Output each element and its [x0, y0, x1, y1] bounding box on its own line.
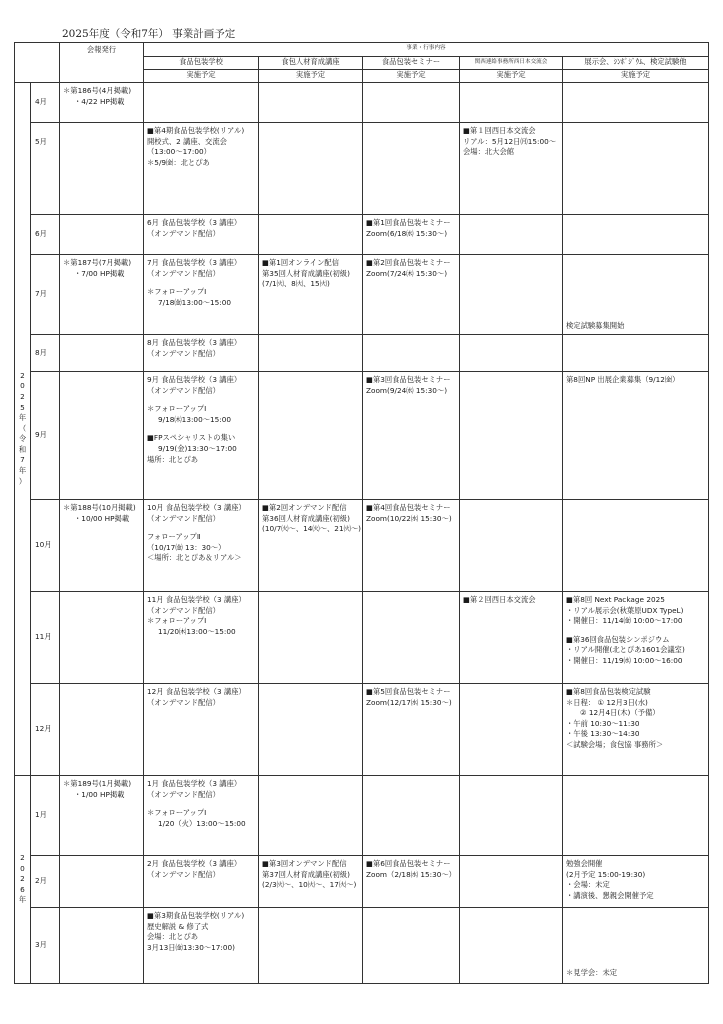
cell-seminar	[363, 335, 460, 372]
cell-school	[144, 255, 259, 335]
cell-line: ・リアル開催(北とぴあ1601会議室)	[566, 645, 685, 655]
cell-other	[563, 335, 709, 372]
month-label: 8月	[31, 335, 60, 372]
cell-line: ■第2回オンデマンド配信	[262, 503, 347, 512]
header-jigyou: 事業・行事内容	[144, 43, 709, 57]
cell-other	[563, 255, 709, 335]
cell-line: ■第8回 Next Package 2025	[566, 595, 665, 604]
cell-school	[144, 83, 259, 123]
cell-line: ・1/00 HP掲載	[74, 789, 125, 799]
cell-other	[563, 83, 709, 123]
cell-other	[563, 684, 709, 776]
cell-line: 7/18㈮13:00～15:00	[158, 297, 232, 307]
cell-line: ・7/00 HP掲載	[74, 268, 125, 278]
cell-school	[144, 908, 259, 984]
header-col-seminar: 食品包装セミナー	[363, 57, 460, 70]
cell-line: 12月 食品包装学校（3 講座）	[147, 687, 246, 696]
year-char: 令	[18, 434, 27, 444]
year-label-2026	[15, 776, 31, 984]
cell-line: （オンデマンド配信）	[147, 268, 220, 278]
cell-kansai	[460, 123, 563, 215]
cell-other	[563, 372, 709, 500]
cell-line: 8月 食品包装学校（3 講座）	[147, 338, 242, 347]
cell-jinzai	[259, 908, 363, 984]
year-label-2025	[15, 83, 31, 776]
cell-line: 7月 食品包装学校（3 講座）	[147, 258, 242, 267]
cell-line: ・午前 10:30～11:30	[566, 718, 640, 728]
cell-seminar	[363, 856, 460, 908]
cell-line: ■第3回食品包装セミナー	[366, 375, 451, 384]
cell-seminar	[363, 83, 460, 123]
cell-kansai	[460, 372, 563, 500]
cell-line: 場所：北とぴあ	[147, 454, 199, 464]
spacer	[147, 800, 256, 808]
cell-line: （オンデマンド配信）	[147, 605, 220, 615]
cell-line: 9月 食品包装学校（3 講座）	[147, 375, 242, 384]
cell-other	[563, 215, 709, 255]
month-label: 11月	[31, 592, 60, 684]
year-char: 0	[20, 863, 25, 873]
cell-jinzai	[259, 255, 363, 335]
cell-line: ・4/22 HP掲載	[74, 96, 125, 106]
cell-line: ＊日程： ① 12月3日(水)	[566, 697, 648, 707]
cell-kansai	[460, 255, 563, 335]
cell-line: ■第1回食品包装セミナー	[366, 218, 451, 227]
cell-other	[563, 592, 709, 684]
year-char: 年	[18, 895, 27, 905]
year-char: （	[18, 423, 27, 433]
cell-kaihou	[60, 255, 144, 335]
cell-seminar	[363, 592, 460, 684]
month-label: 4月	[31, 83, 60, 123]
cell-seminar	[363, 908, 460, 984]
cell-jinzai	[259, 83, 363, 123]
header-col-jinzai: 食包人材育成講座	[259, 57, 363, 70]
cell-line: ■第１回西日本交流会	[463, 126, 536, 135]
cell-line: ＊5/9㈮：北とぴあ	[147, 157, 210, 167]
cell-seminar	[363, 255, 460, 335]
cell-line: 検定試験募集開始	[566, 321, 625, 330]
cell-kaihou	[60, 908, 144, 984]
table-row	[15, 215, 709, 255]
cell-line: ・リアル展示会(秋葉原UDX TypeL)	[566, 605, 684, 615]
cell-line: 第8回NP 出展企業募集（9/12㈮）	[566, 375, 680, 384]
table-row	[15, 500, 709, 592]
cell-line: （13:00～17:00）	[147, 147, 211, 157]
year-char: 年	[18, 466, 27, 476]
cell-line: ＊フォローアップⅠ	[147, 404, 207, 414]
cell-kaihou	[60, 776, 144, 856]
month-label: 5月	[31, 123, 60, 215]
cell-line: 11/20㈭13:00～15:00	[158, 626, 236, 636]
cell-line: 勉強会開催	[566, 859, 603, 868]
spacer	[147, 396, 256, 404]
cell-line: （オンデマンド配信）	[147, 348, 220, 358]
cell-seminar	[363, 500, 460, 592]
cell-other	[563, 856, 709, 908]
cell-line: 11月 食品包装学校（3 講座）	[147, 595, 246, 604]
cell-line: 3月13日㈮13:30～17:00)	[147, 942, 236, 952]
cell-line: ＊フォローアップⅠ	[147, 808, 207, 818]
cell-line: 10月 食品包装学校（3 講座）	[147, 503, 246, 512]
cell-kansai	[460, 335, 563, 372]
cell-line: 9/18㈭13:00～15:00	[158, 414, 232, 424]
cell-line: 第35回人材育成講座(初級)	[262, 268, 350, 278]
table-row	[15, 592, 709, 684]
header-sub: 実施予定	[144, 70, 259, 83]
cell-line: ■第6回食品包装セミナー	[366, 859, 451, 868]
cell-line: 1月 食品包装学校（3 講座）	[147, 779, 242, 788]
cell-kansai	[460, 592, 563, 684]
cell-line: ■第36回食品包装シンポジウム	[566, 634, 670, 644]
cell-line: 会場：北とぴあ	[147, 932, 199, 942]
cell-line: ・会場：未定	[566, 880, 610, 890]
cell-kaihou	[60, 856, 144, 908]
cell-line: （オンデマンド配信）	[147, 385, 220, 395]
cell-seminar	[363, 776, 460, 856]
cell-line: ・10/00 HP掲載	[74, 513, 130, 523]
year-char: 2	[20, 853, 25, 863]
year-char: 0	[20, 381, 25, 391]
cell-kansai	[460, 684, 563, 776]
cell-kaihou	[60, 123, 144, 215]
cell-kaihou	[60, 335, 144, 372]
cell-line: Zoom(6/18㈬ 15:30～)	[366, 228, 448, 238]
cell-line: ＜場所：北とぴあ＆リアル＞	[147, 553, 242, 563]
table-row	[15, 856, 709, 908]
header-sub: 実施予定	[363, 70, 460, 83]
year-char: 2	[20, 391, 25, 401]
cell-jinzai	[259, 592, 363, 684]
cell-line: ■第8回食品包装検定試験	[566, 687, 651, 696]
month-label: 1月	[31, 776, 60, 856]
header-sub: 実施予定	[460, 70, 563, 83]
cell-jinzai	[259, 684, 363, 776]
header-col-kansai: 関西連絡事務所西日本交流会	[460, 57, 563, 70]
cell-line: （オンデマンド配信）	[147, 869, 220, 879]
cell-kansai	[460, 83, 563, 123]
month-label: 12月	[31, 684, 60, 776]
cell-seminar	[363, 684, 460, 776]
table-row	[15, 255, 709, 335]
header-sub: 実施予定	[563, 70, 709, 83]
cell-other	[563, 776, 709, 856]
cell-school	[144, 123, 259, 215]
cell-kansai	[460, 776, 563, 856]
cell-line: 開校式、2 講座、交流会	[147, 136, 227, 146]
cell-line: ・午後 13:30～14:30	[566, 729, 640, 739]
cell-line: ・開催日：11/19㈬ 10:00～16:00	[566, 655, 683, 665]
cell-line: （オンデマンド配信）	[147, 697, 220, 707]
cell-seminar	[363, 215, 460, 255]
cell-school	[144, 372, 259, 500]
month-label: 3月	[31, 908, 60, 984]
cell-kaihou	[60, 684, 144, 776]
cell-line: ＊第188号(10月掲載)	[63, 503, 136, 512]
cell-school	[144, 776, 259, 856]
header-kaihou: 会報発行	[60, 43, 144, 83]
cell-line: Zoom(9/24㈬ 15:30～)	[366, 385, 448, 395]
year-char: 年	[18, 413, 27, 423]
cell-line: 2月 食品包装学校（3 講座）	[147, 859, 242, 868]
cell-line: ＜試験会場；食包協 事務所＞	[566, 739, 664, 749]
cell-kaihou	[60, 83, 144, 123]
cell-line: (7/1㈫、8㈫、15㈫)	[262, 279, 330, 289]
header-col-other: 展示会、ｼﾝﾎﾟｼﾞｳﾑ、検定試験他	[563, 57, 709, 70]
year-char: 7	[20, 455, 25, 465]
cell-line: ② 12月4日(木)（予備）	[580, 708, 660, 718]
table-row	[15, 776, 709, 856]
cell-line: ＊見学会：未定	[566, 968, 618, 977]
cell-line: ・開催日：11/14㈮ 10:00～17:00	[566, 616, 683, 626]
cell-line: （オンデマンド配信）	[147, 513, 220, 523]
cell-seminar	[363, 123, 460, 215]
table-row	[15, 335, 709, 372]
cell-line: （10/17㈮ 13：30～）	[147, 542, 226, 552]
month-label: 2月	[31, 856, 60, 908]
cell-line: ＊フォローアップⅠ	[147, 616, 207, 626]
table-row	[15, 684, 709, 776]
cell-line: ■第4回食品包装セミナー	[366, 503, 451, 512]
cell-line: ■第1回オンライン配信	[262, 258, 339, 267]
cell-line: ＊第186号(4月掲載)	[63, 86, 132, 95]
cell-line: 会場：北大会館	[463, 147, 515, 157]
cell-jinzai	[259, 123, 363, 215]
cell-other	[563, 908, 709, 984]
cell-line: (2/3㈫～、10㈫～、17㈫～)	[262, 880, 357, 890]
table-row	[15, 372, 709, 500]
month-label: 10月	[31, 500, 60, 592]
cell-line: ■第5回食品包装セミナー	[366, 687, 451, 696]
page-title: 2025年度（令和7年） 事業計画予定	[62, 28, 236, 40]
schedule-table	[14, 42, 708, 989]
cell-line: 歴史解説 & 修了式	[147, 921, 209, 931]
cell-jinzai	[259, 335, 363, 372]
year-char: 2	[20, 370, 25, 380]
cell-line: Zoom(12/17㈬ 15:30～)	[366, 697, 452, 707]
cell-kansai	[460, 215, 563, 255]
spacer	[147, 425, 256, 433]
cell-line: ＊第189号(1月掲載)	[63, 779, 132, 788]
cell-line: ■第２回西日本交流会	[463, 595, 536, 604]
cell-line: ■第4期食品包装学校(リアル)	[147, 126, 245, 135]
cell-jinzai	[259, 372, 363, 500]
cell-line: Zoom（2/18㈬ 15:30～）	[366, 869, 456, 879]
cell-kaihou	[60, 592, 144, 684]
header-col-school: 食品包装学校	[144, 57, 259, 70]
spacer	[147, 279, 256, 287]
cell-line: ■第2回食品包装セミナー	[366, 258, 451, 267]
year-char: ）	[18, 476, 27, 486]
cell-line: 第36回人材育成講座(初級)	[262, 513, 350, 523]
cell-kaihou	[60, 500, 144, 592]
year-char: 6	[20, 884, 25, 894]
cell-kansai	[460, 908, 563, 984]
cell-line: リアル：5月12日㈪15:00～	[463, 136, 557, 146]
cell-other	[563, 500, 709, 592]
month-label: 6月	[31, 215, 60, 255]
cell-school	[144, 592, 259, 684]
cell-line: 第37回人材育成講座(初級)	[262, 869, 350, 879]
cell-line: ・講演後、懇親会開催予定	[566, 890, 654, 900]
cell-jinzai	[259, 500, 363, 592]
cell-school	[144, 684, 259, 776]
cell-jinzai	[259, 776, 363, 856]
cell-school	[144, 335, 259, 372]
spacer	[566, 627, 706, 635]
cell-kansai	[460, 856, 563, 908]
cell-school	[144, 215, 259, 255]
cell-school	[144, 500, 259, 592]
cell-jinzai	[259, 215, 363, 255]
cell-line: （オンデマンド配信）	[147, 789, 220, 799]
cell-line: ■第3回オンデマンド配信	[262, 859, 347, 868]
table-row	[15, 123, 709, 215]
cell-line: ＊フォローアップⅠ	[147, 287, 207, 297]
cell-line: フォローアップⅡ	[147, 532, 201, 542]
cell-line: (10/7㈫～、14㈫～、21㈫～)	[262, 524, 362, 534]
table-row	[15, 83, 709, 123]
cell-line: ■FPスペシャリストの集い	[147, 433, 236, 443]
year-char: 和	[18, 444, 27, 454]
month-label: 7月	[31, 255, 60, 335]
month-label: 9月	[31, 372, 60, 500]
spacer	[147, 524, 256, 532]
cell-school	[144, 856, 259, 908]
year-char: 5	[20, 402, 25, 412]
cell-line: Zoom(7/24㈭ 15:30～)	[366, 268, 448, 278]
table-row	[15, 908, 709, 984]
header-corner	[15, 43, 60, 83]
cell-line: （オンデマンド配信）	[147, 228, 220, 238]
cell-kaihou	[60, 372, 144, 500]
cell-line: 9/19(金)13:30～17:00	[158, 443, 237, 453]
cell-jinzai	[259, 856, 363, 908]
cell-seminar	[363, 372, 460, 500]
cell-line: 1/20（火）13:00～15:00	[158, 818, 246, 828]
year-char: 2	[20, 874, 25, 884]
cell-kansai	[460, 500, 563, 592]
cell-line: 6月 食品包装学校（3 講座）	[147, 218, 242, 227]
cell-line: ＊第187号(7月掲載)	[63, 258, 132, 267]
cell-line: ■第3期食品包装学校(リアル)	[147, 911, 245, 920]
cell-other	[563, 123, 709, 215]
header-sub: 実施予定	[259, 70, 363, 83]
cell-kaihou	[60, 215, 144, 255]
cell-line: Zoom(10/22㈬ 15:30～)	[366, 513, 452, 523]
cell-line: (2月予定 15:00-19:30)	[566, 869, 646, 879]
